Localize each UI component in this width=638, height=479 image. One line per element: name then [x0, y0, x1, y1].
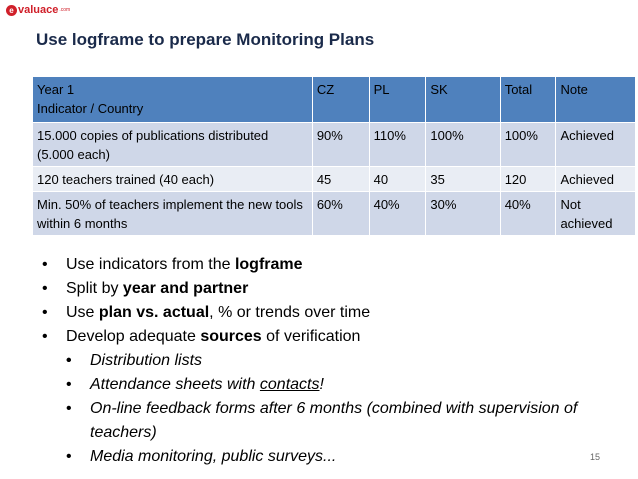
header-cz: CZ [312, 77, 369, 123]
bullet-item [42, 277, 610, 301]
sub-bullet-group [66, 349, 610, 469]
header-year: Year 1 [37, 82, 75, 97]
header-indicator-cell [33, 77, 313, 123]
cz-cell: 90% [312, 123, 369, 167]
monitoring-table [32, 76, 636, 236]
header-total: Total [500, 77, 556, 123]
bullet-text: Use [66, 304, 99, 321]
valuace-logo [6, 4, 70, 16]
cz-cell: 60% [312, 192, 369, 236]
note-cell: Achieved [556, 123, 636, 167]
page-number: 15 [590, 452, 601, 462]
note-cell: Not achieved [556, 192, 636, 236]
header-note: Note [556, 77, 636, 123]
table-row [33, 167, 636, 192]
header-indicator-country: Indicator / Country [37, 101, 144, 116]
sk-cell: 100% [426, 123, 500, 167]
table-row [33, 192, 636, 236]
sub-bullet-text: Attendance sheets with [90, 376, 260, 393]
pl-cell: 40 [369, 167, 426, 192]
header-pl: PL [369, 77, 426, 123]
sub-bullet-item [66, 373, 610, 397]
sk-cell: 35 [426, 167, 500, 192]
header-sk: SK [426, 77, 500, 123]
indicator-cell: Min. 50% of teachers implement the new tools within 6 months [33, 192, 313, 236]
sub-bullet-item: • Media monitoring, public surveys... [66, 445, 610, 469]
sk-cell: 30% [426, 192, 500, 236]
bullet-bold: plan vs. actual [98, 304, 210, 321]
note-cell: Achieved [556, 167, 636, 192]
bullet-item [42, 325, 610, 349]
logo-mark-icon: e [6, 5, 17, 16]
indicator-cell: 15.000 copies of publications distributed (5.000 each) [33, 123, 313, 167]
pl-cell: 110% [369, 123, 426, 167]
table-header-row [33, 77, 636, 123]
bullet-text: of verification [261, 328, 361, 345]
logo-suffix: .com [59, 7, 71, 13]
bullet-bold: year and partner [122, 280, 249, 297]
pl-cell: 40% [369, 192, 426, 236]
sub-bullet-text: ! [319, 376, 324, 393]
bullet-bold: sources [200, 328, 262, 345]
sub-bullet-list [66, 349, 610, 469]
total-cell: 120 [500, 167, 556, 192]
sub-bullet-item: • On-line feedback forms after 6 months (combined with supervision of teachers) [66, 397, 610, 445]
table-row [33, 123, 636, 167]
bullet-text: Use indicators from the [66, 256, 235, 273]
indicator-cell: 120 teachers trained (40 each) [33, 167, 313, 192]
bullet-item [42, 301, 610, 325]
slide-title: Use logframe to prepare Monitoring Plans [36, 30, 375, 49]
bullet-text: Develop adequate [66, 328, 201, 345]
bullet-item [42, 253, 610, 277]
total-cell: 40% [500, 192, 556, 236]
total-cell: 100% [500, 123, 556, 167]
bullet-text: Split by [66, 280, 123, 297]
logo-name: valuace [18, 4, 59, 16]
cz-cell: 45 [312, 167, 369, 192]
sub-bullet-item: • • Distribution lists [66, 349, 610, 373]
bullet-list [42, 253, 610, 469]
bullet-bold: logframe [234, 256, 303, 273]
contacts-underlined: contacts [259, 376, 320, 393]
bullet-text: , % or trends over time [209, 304, 371, 321]
